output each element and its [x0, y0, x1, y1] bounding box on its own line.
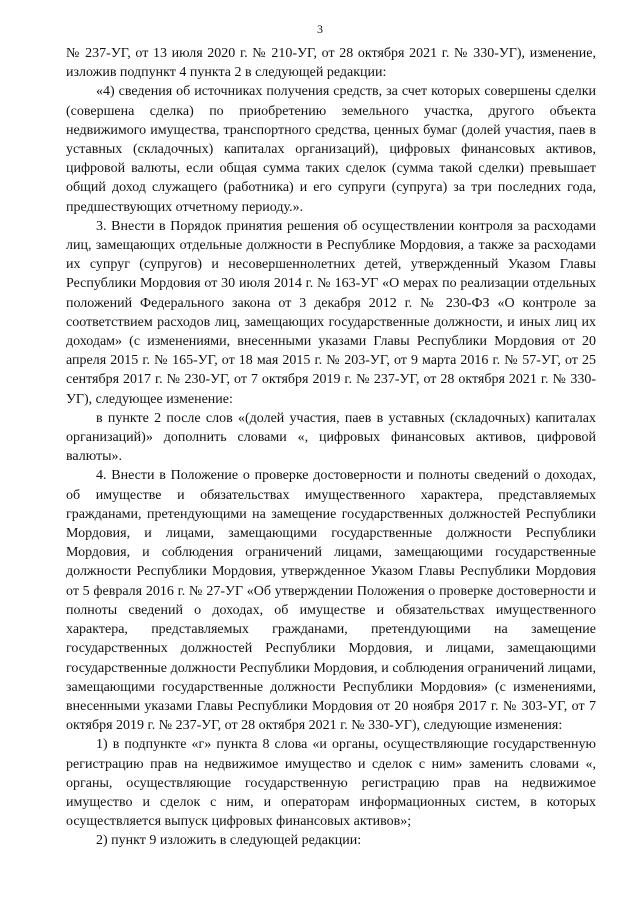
- paragraph-item-3: 3. Внести в Порядок принятия решения об осуществлении контроля за расходами лиц, замещающих отдельные должности в Республике Мордовия, а также за расходами их супруг (супругов) и несовершеннолетних детей, утвержденный Указом Главы Республики Мордовия от 30 июля 2014 г. № 163-УГ «О мерах по реализации отдельных положений Федерального закона от 3 декабря 2012 г. № 230-ФЗ «О контроле за соответствием расходов лиц, замещающих государственные должности, и иных лиц их доходам» (с изменениями, внесенными указами Главы Республики Мордовия от 20 апреля 2015 г. № 165-УГ, от 18 мая 2015 г. № 203-УГ, от 9 марта 2016 г. № 57-УГ, от 25 сентября 2017 г. № 230-УГ, от 7 октября 2019 г. № 237-УГ, от 28 октября 2021 г. № 330-УГ), следующее изменение:: [66, 218, 596, 407]
- paragraph-item-4-change-1: 1) в подпункте «г» пункта 8 слова «и органы, осуществляющие государственную регистрацию прав на недвижимое имущество и сделок с ним» заменить словами «, органы, осуществляющие государственную регистрацию прав на недвижимое имущество и сделок с ним, и операторам информационных систем, в которых осуществляется выпуск цифровых финансовых активов»;: [66, 737, 596, 830]
- document-body: [66, 44, 596, 851]
- paragraph-continuation: № 237-УГ, от 13 июля 2020 г. № 210-УГ, от 28 октября 2021 г. № 330-УГ), изменение, изложив подпункт 4 пункта 2 в следующей редакции:: [66, 46, 596, 81]
- page-number: 3: [317, 22, 323, 36]
- paragraph-quoted-subitem-4: «4) сведения об источниках получения средств, за счет которых совершены сделки (совершена сделка) по приобретению земельного участка, другого объекта недвижимого имущества, транспортного средства, ценных бумаг (долей участия, паев в уставных (складочных) капиталах организаций), цифровых финансовых активов, цифровой валюты, если общая сумма таких сделок (сумма такой сделки) превышает общий доход служащего (работника) и его супруги (супруга) за три последних года, предшествующих отчетному периоду.».: [66, 84, 596, 215]
- paragraph-item-4-change-2: 2) пункт 9 изложить в следующей редакции:: [96, 833, 362, 849]
- paragraph-item-3-change: в пункте 2 после слов «(долей участия, паев в уставных (складочных) капиталах организаций)» дополнить словами «, цифровых финансовых активов, цифровой валюты».: [66, 410, 596, 465]
- paragraph-item-4: 4. Внести в Положение о проверке достоверности и полноты сведений о доходах, об имуществе и обязательствах имущественного характера, представляемых гражданами, претендующими на замещение государственных должностей Республики Мордовия, и лицами, замещающими государственные должности Республики Мордовия, и соблюдения ограничений лицами, замещающими государственные должности Республики Мордовия, утвержденное Указом Главы Республики Мордовия от 5 февраля 2016 г. № 27-УГ «Об утверждении Положения о проверке достоверности и полноты сведений о доходах, об имуществе и обязательствах имущественного характера, представляемых гражданами, претендующими на замещение государственных должностей Республики Мордовия, и лицами, замещающими государственные должности Республики Мордовия, и соблюдения ограничений лицами, замещающими государственные должности Республики Мордовия» (с изменениями, внесенными указами Главы Республики Мордовия от 20 ноября 2017 г. № 303-УГ, от 7 октября 2019 г. № 237-УГ, от 28 октября 2021 г. № 330-УГ), следующие изменения:: [66, 468, 596, 734]
